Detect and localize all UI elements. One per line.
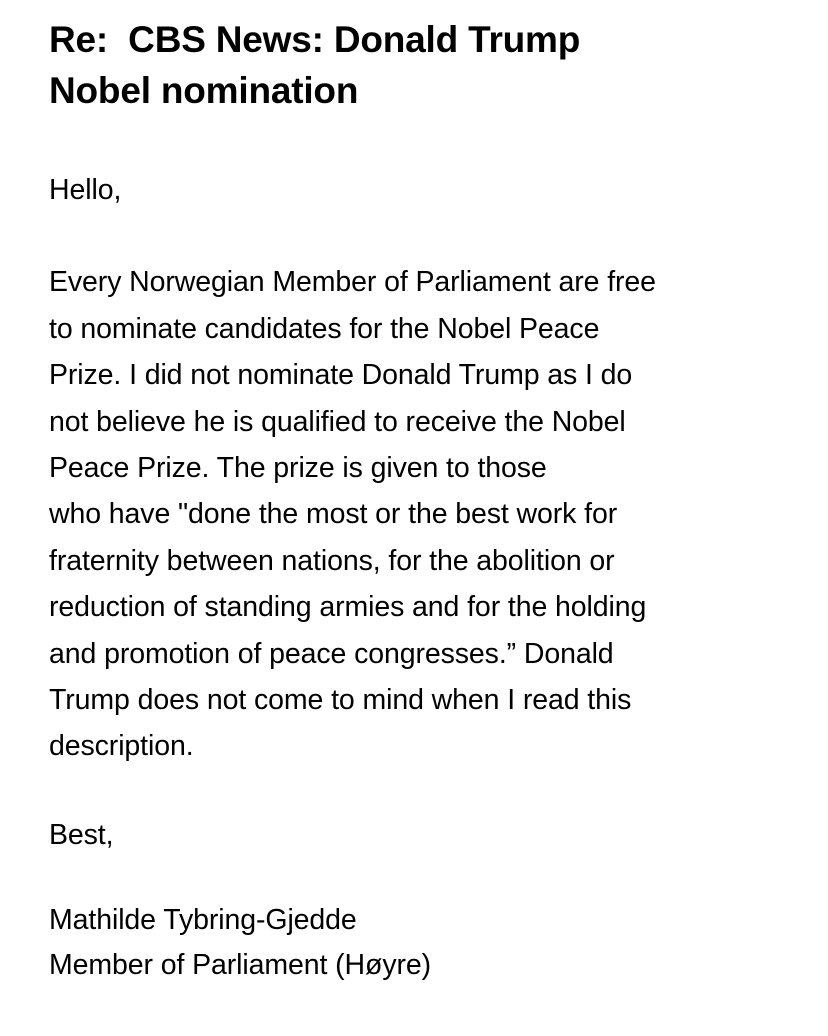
body-line: Prize. I did not nominate Donald Trump as I do bbox=[49, 359, 633, 392]
signature-name: Mathilde Tybring-Gjedde bbox=[49, 904, 357, 937]
subject-line: Re: CBS News: Donald Trump bbox=[49, 19, 581, 60]
body-line: Trump does not come to mind when I read this bbox=[49, 684, 632, 717]
subject-line: Nobel nomination bbox=[49, 70, 359, 111]
signature-title: Member of Parliament (Høyre) bbox=[49, 949, 432, 982]
email-greeting: Hello, bbox=[49, 174, 122, 206]
body-line: not believe he is qualified to receive the Nobel bbox=[49, 405, 626, 438]
body-line: fraternity between nations, for the abolition or bbox=[49, 544, 615, 577]
body-line: who have "done the most or the best work for bbox=[49, 498, 618, 531]
email-signoff: Best, bbox=[49, 818, 114, 851]
body-line: and promotion of peace congresses.” Donald bbox=[49, 637, 614, 670]
body-line: to nominate candidates for the Nobel Peace bbox=[49, 312, 600, 345]
email-view bbox=[49, 14, 789, 988]
body-line: Peace Prize. The prize is given to those bbox=[49, 452, 547, 485]
body-line: description. bbox=[49, 730, 194, 763]
body-line: Every Norwegian Member of Parliament are free bbox=[49, 266, 656, 299]
email-body bbox=[49, 259, 789, 769]
email-signature bbox=[49, 898, 789, 988]
email-subject bbox=[49, 14, 789, 116]
body-line: reduction of standing armies and for the holding bbox=[49, 591, 647, 624]
